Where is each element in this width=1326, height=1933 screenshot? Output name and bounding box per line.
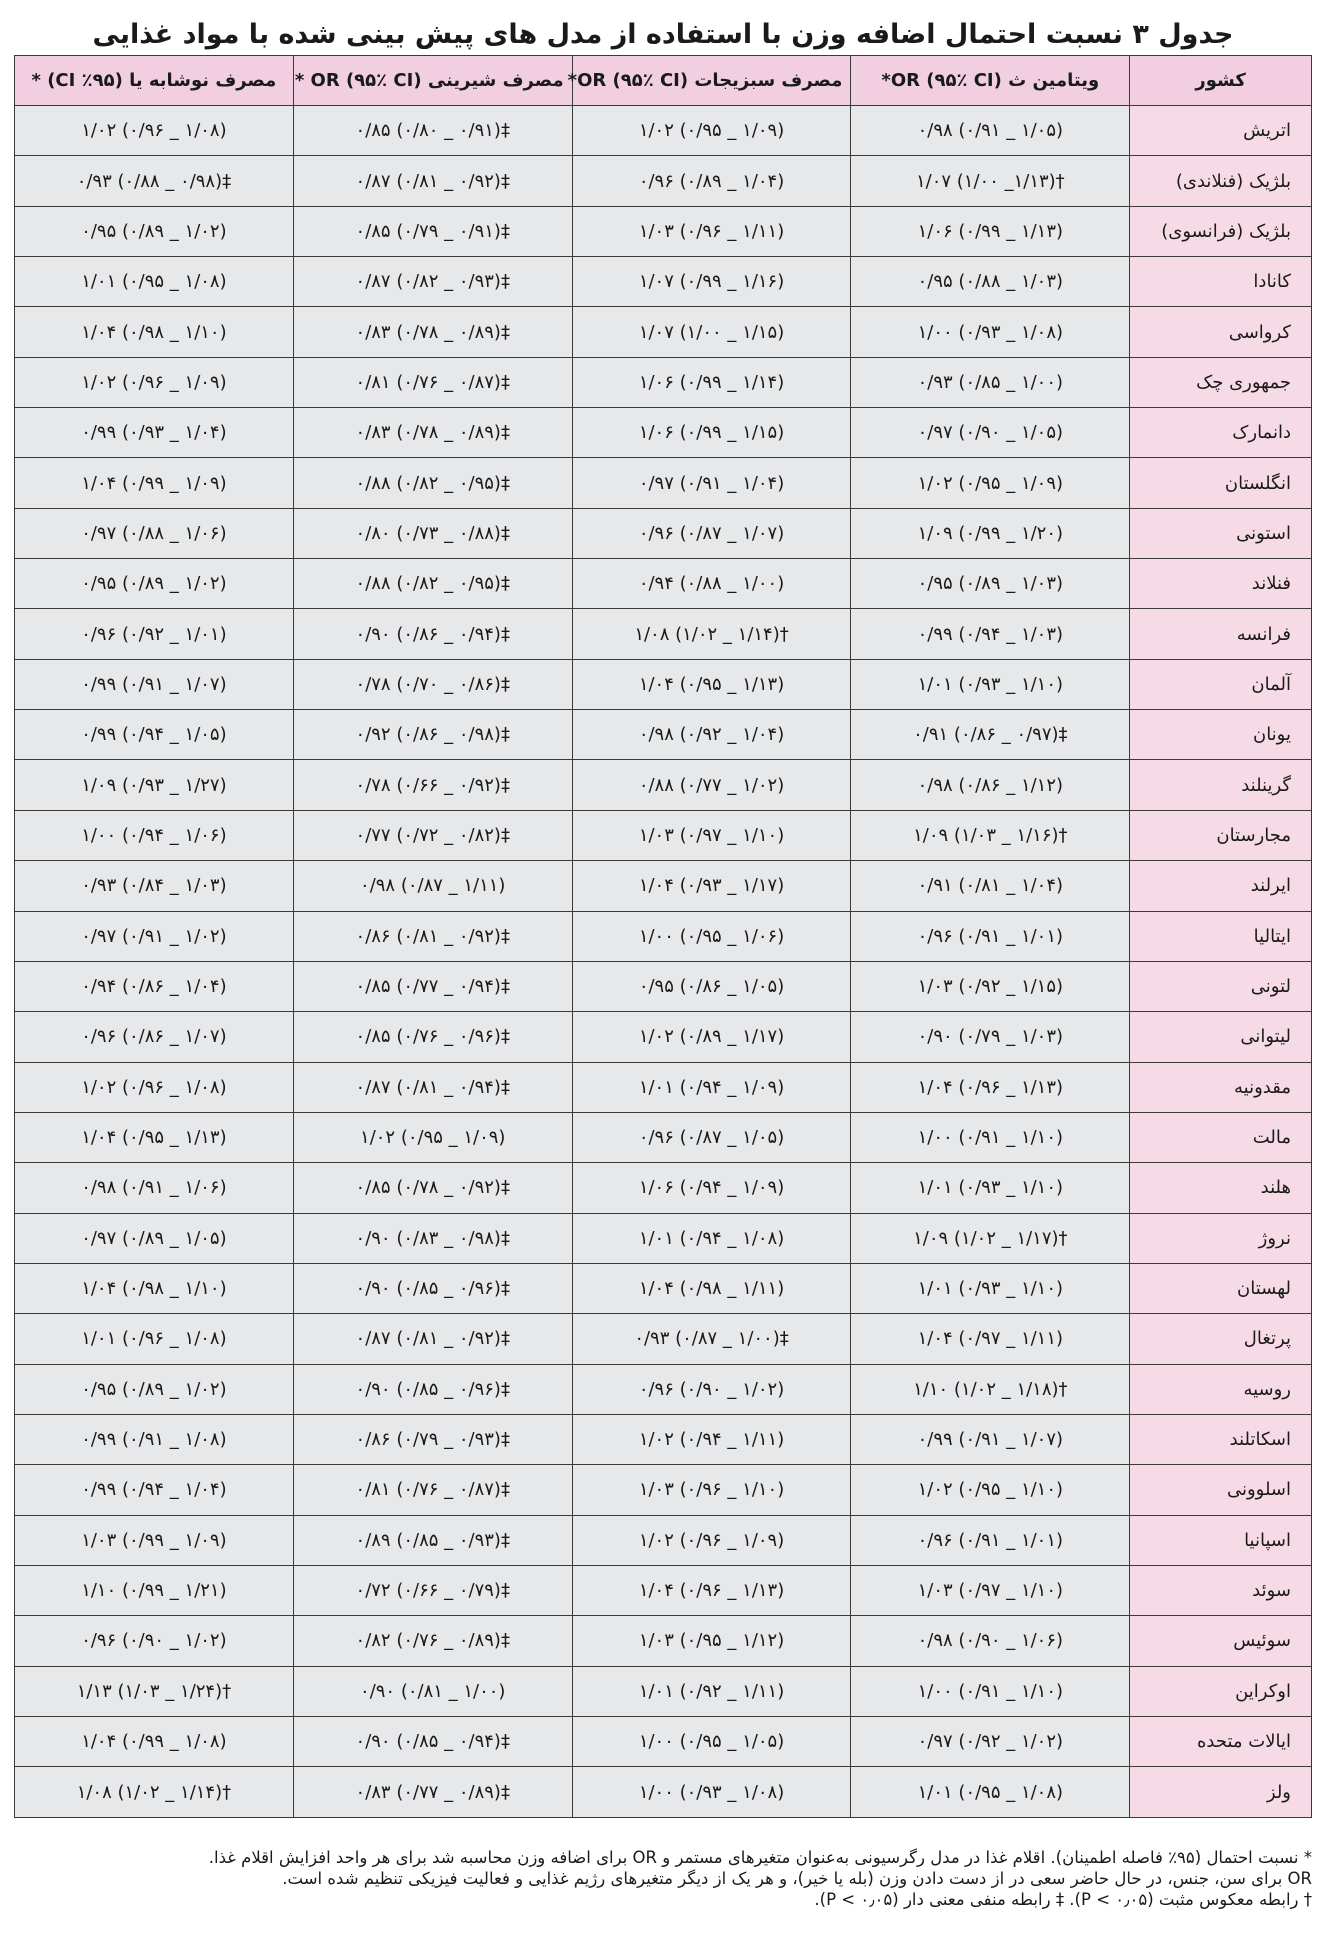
vitamin-c-cell: ۰/۹۵ (۰/۸۸ _ ۱/۰۳) [851,257,1130,307]
country-cell: سوئد [1130,1565,1312,1615]
table-row [15,1163,1312,1213]
soft-drinks-cell: ۰/۹۶ (۰/۹۲ _ ۱/۰۱) [15,609,294,659]
table-row [15,710,1312,760]
sweets-cell: ۰/۸۵ (۰/۷۹ _ ۰/۹۱)‡ [293,206,572,256]
vegetables-cell: ۰/۹۶ (۰/۸۷ _ ۱/۰۵) [572,1112,851,1162]
footnote-line-2: OR برای سن، جنس، در حال حاضر سعی در از دست دادن وزن (بله یا خیر)، و هر یک از دیگر متغیرهای رژیم غذایی و فعالیت فیزیکی تنظیم شده است. [282,1869,1312,1888]
table-row [15,810,1312,860]
table-row [15,357,1312,407]
table-title: جدول ۳ نسبت احتمال اضافه وزن با استفاده از مدل های پیش بینی شده با مواد غذایی [92,19,1234,50]
table-row [15,559,1312,609]
vitamin-c-cell: ۰/۹۷ (۰/۹۰ _ ۱/۰۵) [851,408,1130,458]
country-cell: مقدونیه [1130,1062,1312,1112]
table-row [15,408,1312,458]
soft-drinks-cell: ۱/۱۰ (۰/۹۹ _ ۱/۲۱) [15,1565,294,1615]
table-row [15,106,1312,156]
soft-drinks-cell: ۱/۰۸ (۱/۰۲ _ ۱/۱۴)† [15,1767,294,1817]
sweets-cell: ۰/۸۹ (۰/۸۵ _ ۰/۹۳)‡ [293,1515,572,1565]
soft-drinks-cell: ۰/۹۶ (۰/۸۶ _ ۱/۰۷) [15,1012,294,1062]
vitamin-c-cell: ۰/۹۹ (۰/۹۴ _ ۱/۰۳) [851,609,1130,659]
vegetables-cell: ۱/۰۱ (۰/۹۲ _ ۱/۱۱) [572,1666,851,1716]
table-row [15,1062,1312,1112]
vegetables-cell: ۱/۰۴ (۰/۹۳ _ ۱/۱۷) [572,861,851,911]
soft-drinks-cell: ۰/۹۹ (۰/۹۳ _ ۱/۰۴) [15,408,294,458]
sweets-cell: ۰/۸۵ (۰/۷۷ _ ۰/۹۴)‡ [293,961,572,1011]
header-soft-drinks: مصرف نوشابه یا (۹۵٪ CI) * [15,56,294,106]
country-cell: کرواسی [1130,307,1312,357]
table-header-row [15,56,1312,106]
soft-drinks-cell: ۰/۹۷ (۰/۹۱ _ ۱/۰۲) [15,911,294,961]
sweets-cell: ۰/۸۷ (۰/۸۲ _ ۰/۹۳)‡ [293,257,572,307]
soft-drinks-cell: ۰/۹۷ (۰/۸۹ _ ۱/۰۵) [15,1213,294,1263]
soft-drinks-cell: ۱/۰۳ (۰/۹۹ _ ۱/۰۹) [15,1515,294,1565]
vitamin-c-cell: ۰/۹۱ (۰/۸۱ _ ۱/۰۴) [851,861,1130,911]
country-cell: اتریش [1130,106,1312,156]
sweets-cell: ۰/۸۸ (۰/۸۲ _ ۰/۹۵)‡ [293,559,572,609]
table-row [15,257,1312,307]
country-cell: ایتالیا [1130,911,1312,961]
country-cell: مجارستان [1130,810,1312,860]
vegetables-cell: ۱/۰۶ (۰/۹۴ _ ۱/۰۹) [572,1163,851,1213]
soft-drinks-cell: ۰/۹۹ (۰/۹۴ _ ۱/۰۵) [15,710,294,760]
sweets-cell: ۰/۸۸ (۰/۸۲ _ ۰/۹۵)‡ [293,458,572,508]
vegetables-cell: ۱/۰۷ (۰/۹۹ _ ۱/۱۶) [572,257,851,307]
soft-drinks-cell: ۰/۹۹ (۰/۹۴ _ ۱/۰۴) [15,1465,294,1515]
country-cell: فرانسه [1130,609,1312,659]
table-row [15,760,1312,810]
vegetables-cell: ۱/۰۲ (۰/۸۹ _ ۱/۱۷) [572,1012,851,1062]
header-country: کشور [1130,56,1312,106]
table-row [15,1213,1312,1263]
table-row [15,156,1312,206]
vitamin-c-cell: ۱/۰۷ (۱/۰۰ _۱/۱۳)† [851,156,1130,206]
vegetables-cell: ۱/۰۴ (۰/۹۵ _ ۱/۱۳) [572,659,851,709]
footnote-line-1: * نسبت احتمال (۹۵٪ فاصله اطمینان). اقلام غذا در مدل رگرسیونی به‌عنوان متغیرهای مستمر و OR برای اضافه وزن محاسبه شد برای هر واحد افزایش اقلام غذا. [208,1848,1312,1867]
table-row [15,911,1312,961]
vitamin-c-cell: ۰/۹۵ (۰/۸۹ _ ۱/۰۳) [851,559,1130,609]
vitamin-c-cell: ۱/۰۱ (۰/۹۳ _ ۱/۱۰) [851,1263,1130,1313]
soft-drinks-cell: ۱/۰۴ (۰/۹۹ _ ۱/۰۹) [15,458,294,508]
vegetables-cell: ۱/۰۰ (۰/۹۵ _ ۱/۰۶) [572,911,851,961]
sweets-cell: ۰/۷۸ (۰/۷۰ _ ۰/۸۶)‡ [293,659,572,709]
sweets-cell: ۰/۷۸ (۰/۶۶ _ ۰/۹۲)‡ [293,760,572,810]
table-row [15,1263,1312,1313]
vegetables-cell: ۱/۰۳ (۰/۹۷ _ ۱/۱۰) [572,810,851,860]
footnotes [14,1847,1312,1910]
vitamin-c-cell: ۰/۹۱ (۰/۸۶ _ ۰/۹۷)‡ [851,710,1130,760]
sweets-cell: ۰/۸۱ (۰/۷۶ _ ۰/۸۷)‡ [293,357,572,407]
vitamin-c-cell: ۱/۰۲ (۰/۹۵ _ ۱/۰۹) [851,458,1130,508]
country-cell: سوئیس [1130,1616,1312,1666]
table-row [15,1565,1312,1615]
sweets-cell: ۰/۸۰ (۰/۷۳ _ ۰/۸۸)‡ [293,508,572,558]
table-row [15,458,1312,508]
table-row [15,861,1312,911]
vegetables-cell: ۱/۰۰ (۰/۹۵ _ ۱/۰۵) [572,1717,851,1767]
table-row [15,961,1312,1011]
vitamin-c-cell: ۱/۰۱ (۰/۹۵ _ ۱/۰۸) [851,1767,1130,1817]
table-row [15,1666,1312,1716]
header-vitamin-c: ویتامین ث OR (۹۵٪ CI)* [851,56,1130,106]
vegetables-cell: ۱/۰۴ (۰/۹۶ _ ۱/۱۳) [572,1565,851,1615]
country-cell: لهستان [1130,1263,1312,1313]
country-cell: ایالات متحده [1130,1717,1312,1767]
vitamin-c-cell: ۱/۰۳ (۰/۹۷ _ ۱/۱۰) [851,1565,1130,1615]
sweets-cell: ۰/۹۰ (۰/۸۱ _ ۱/۰۰) [293,1666,572,1716]
country-cell: اسلوونی [1130,1465,1312,1515]
table-row [15,1314,1312,1364]
soft-drinks-cell: ۰/۹۹ (۰/۹۱ _ ۱/۰۷) [15,659,294,709]
odds-ratio-table [14,55,1312,1818]
sweets-cell: ۰/۹۸ (۰/۸۷ _ ۱/۱۱) [293,861,572,911]
vegetables-cell: ۱/۰۳ (۰/۹۶ _ ۱/۱۱) [572,206,851,256]
vitamin-c-cell: ۰/۹۷ (۰/۹۲ _ ۱/۰۲) [851,1717,1130,1767]
country-cell: فنلاند [1130,559,1312,609]
vegetables-cell: ۱/۰۲ (۰/۹۴ _ ۱/۱۱) [572,1414,851,1464]
country-cell: پرتغال [1130,1314,1312,1364]
table-row [15,1616,1312,1666]
vitamin-c-cell: ۱/۰۰ (۰/۹۱ _ ۱/۱۰) [851,1112,1130,1162]
table-row [15,1515,1312,1565]
country-cell: لتونی [1130,961,1312,1011]
soft-drinks-cell: ۱/۰۴ (۰/۹۸ _ ۱/۱۰) [15,307,294,357]
country-cell: اسپانیا [1130,1515,1312,1565]
header-sweets: مصرف شیرینی OR (۹۵٪ CI) * [293,56,572,106]
country-cell: آلمان [1130,659,1312,709]
vitamin-c-cell: ۱/۰۴ (۰/۹۶ _ ۱/۱۳) [851,1062,1130,1112]
vitamin-c-cell: ۱/۰۱ (۰/۹۳ _ ۱/۱۰) [851,1163,1130,1213]
vegetables-cell: ۰/۹۶ (۰/۸۹ _ ۱/۰۴) [572,156,851,206]
table-row [15,1414,1312,1464]
country-cell: بلژیک (فنلاندی) [1130,156,1312,206]
vegetables-cell: ۰/۹۳ (۰/۸۷ _ ۱/۰۰)‡ [572,1314,851,1364]
table-row [15,659,1312,709]
vitamin-c-cell: ۰/۹۶ (۰/۹۱ _ ۱/۰۱) [851,911,1130,961]
table-row [15,1717,1312,1767]
vitamin-c-cell: ۱/۰۹ (۱/۰۲ _ ۱/۱۷)† [851,1213,1130,1263]
soft-drinks-cell: ۰/۹۶ (۰/۹۰ _ ۱/۰۲) [15,1616,294,1666]
sweets-cell: ۰/۸۵ (۰/۷۸ _ ۰/۹۲)‡ [293,1163,572,1213]
sweets-cell: ۰/۹۲ (۰/۸۶ _ ۰/۹۸)‡ [293,710,572,760]
sweets-cell: ۱/۰۲ (۰/۹۵ _ ۱/۰۹) [293,1112,572,1162]
country-cell: اسکاتلند [1130,1414,1312,1464]
country-cell: کانادا [1130,257,1312,307]
vegetables-cell: ۰/۹۶ (۰/۸۷ _ ۱/۰۷) [572,508,851,558]
vitamin-c-cell: ۰/۹۸ (۰/۹۰ _ ۱/۰۶) [851,1616,1130,1666]
country-cell: ولز [1130,1767,1312,1817]
vegetables-cell: ۱/۰۷ (۱/۰۰ _ ۱/۱۵) [572,307,851,357]
sweets-cell: ۰/۷۲ (۰/۶۶ _ ۰/۷۹)‡ [293,1565,572,1615]
soft-drinks-cell: ۱/۱۳ (۱/۰۳ _ ۱/۲۴)† [15,1666,294,1716]
vegetables-cell: ۱/۰۱ (۰/۹۴ _ ۱/۰۹) [572,1062,851,1112]
vitamin-c-cell: ۰/۹۹ (۰/۹۱ _ ۱/۰۷) [851,1414,1130,1464]
sweets-cell: ۰/۷۷ (۰/۷۲ _ ۰/۸۲)‡ [293,810,572,860]
soft-drinks-cell: ۰/۹۷ (۰/۸۸ _ ۱/۰۶) [15,508,294,558]
footnote-line-3: † رابطه معکوس مثبت (P < ۰٫۰۵). ‡ رابطه منفی معنی دار (P < ۰٫۰۵). [814,1890,1312,1909]
country-cell: هلند [1130,1163,1312,1213]
country-cell: گرینلند [1130,760,1312,810]
vegetables-cell: ۱/۰۶ (۰/۹۹ _ ۱/۱۵) [572,408,851,458]
country-cell: یونان [1130,710,1312,760]
sweets-cell: ۰/۹۰ (۰/۸۵ _ ۰/۹۶)‡ [293,1364,572,1414]
sweets-cell: ۰/۸۳ (۰/۷۸ _ ۰/۸۹)‡ [293,307,572,357]
sweets-cell: ۰/۸۶ (۰/۷۹ _ ۰/۹۳)‡ [293,1414,572,1464]
country-cell: انگلستان [1130,458,1312,508]
vegetables-cell: ۰/۹۶ (۰/۹۰ _ ۱/۰۲) [572,1364,851,1414]
sweets-cell: ۰/۸۳ (۰/۷۸ _ ۰/۸۹)‡ [293,408,572,458]
soft-drinks-cell: ۰/۹۵ (۰/۸۹ _ ۱/۰۲) [15,559,294,609]
sweets-cell: ۰/۸۷ (۰/۸۱ _ ۰/۹۲)‡ [293,156,572,206]
soft-drinks-cell: ۱/۰۲ (۰/۹۶ _ ۱/۰۹) [15,357,294,407]
table-row [15,609,1312,659]
vegetables-cell: ۱/۰۰ (۰/۹۳ _ ۱/۰۸) [572,1767,851,1817]
vitamin-c-cell: ۱/۰۶ (۰/۹۹ _ ۱/۱۳) [851,206,1130,256]
soft-drinks-cell: ۱/۰۰ (۰/۹۴ _ ۱/۰۶) [15,810,294,860]
sweets-cell: ۰/۹۰ (۰/۸۵ _ ۰/۹۴)‡ [293,1717,572,1767]
sweets-cell: ۰/۹۰ (۰/۸۳ _ ۰/۹۸)‡ [293,1213,572,1263]
sweets-cell: ۰/۸۳ (۰/۷۷ _ ۰/۸۹)‡ [293,1767,572,1817]
soft-drinks-cell: ۱/۰۴ (۰/۹۵ _ ۱/۱۳) [15,1112,294,1162]
sweets-cell: ۰/۸۷ (۰/۸۱ _ ۰/۹۲)‡ [293,1314,572,1364]
vegetables-cell: ۱/۰۴ (۰/۹۸ _ ۱/۱۱) [572,1263,851,1313]
vegetables-cell: ۰/۸۸ (۰/۷۷ _ ۱/۰۲) [572,760,851,810]
soft-drinks-cell: ۰/۹۳ (۰/۸۸ _ ۰/۹۸)‡ [15,156,294,206]
soft-drinks-cell: ۰/۹۳ (۰/۸۴ _ ۱/۰۳) [15,861,294,911]
vitamin-c-cell: ۱/۱۰ (۱/۰۲ _ ۱/۱۸)† [851,1364,1130,1414]
table-row [15,1364,1312,1414]
vitamin-c-cell: ۱/۰۱ (۰/۹۳ _ ۱/۱۰) [851,659,1130,709]
soft-drinks-cell: ۰/۹۸ (۰/۹۱ _ ۱/۰۶) [15,1163,294,1213]
vegetables-cell: ۱/۰۳ (۰/۹۵ _ ۱/۱۲) [572,1616,851,1666]
soft-drinks-cell: ۱/۰۹ (۰/۹۳ _ ۱/۲۷) [15,760,294,810]
country-cell: جمهوری چک [1130,357,1312,407]
country-cell: روسیه [1130,1364,1312,1414]
country-cell: استونی [1130,508,1312,558]
country-cell: مالت [1130,1112,1312,1162]
table-row [15,206,1312,256]
soft-drinks-cell: ۰/۹۵ (۰/۸۹ _ ۱/۰۲) [15,1364,294,1414]
vitamin-c-cell: ۰/۹۶ (۰/۹۱ _ ۱/۰۱) [851,1515,1130,1565]
soft-drinks-cell: ۰/۹۹ (۰/۹۱ _ ۱/۰۸) [15,1414,294,1464]
vitamin-c-cell: ۰/۹۰ (۰/۷۹ _ ۱/۰۳) [851,1012,1130,1062]
sweets-cell: ۰/۹۰ (۰/۸۵ _ ۰/۹۶)‡ [293,1263,572,1313]
vegetables-cell: ۱/۰۳ (۰/۹۶ _ ۱/۱۰) [572,1465,851,1515]
country-cell: بلژیک (فرانسوی) [1130,206,1312,256]
sweets-cell: ۰/۹۰ (۰/۸۶ _ ۰/۹۴)‡ [293,609,572,659]
soft-drinks-cell: ۱/۰۱ (۰/۹۶ _ ۱/۰۸) [15,1314,294,1364]
sweets-cell: ۰/۸۵ (۰/۸۰ _ ۰/۹۱)‡ [293,106,572,156]
soft-drinks-cell: ۱/۰۱ (۰/۹۵ _ ۱/۰۸) [15,257,294,307]
vegetables-cell: ۰/۹۷ (۰/۹۱ _ ۱/۰۴) [572,458,851,508]
soft-drinks-cell: ۱/۰۲ (۰/۹۶ _ ۱/۰۸) [15,106,294,156]
vegetables-cell: ۱/۰۸ (۱/۰۲ _ ۱/۱۴)† [572,609,851,659]
sweets-cell: ۰/۸۵ (۰/۷۶ _ ۰/۹۶)‡ [293,1012,572,1062]
table-row [15,307,1312,357]
vitamin-c-cell: ۱/۰۹ (۱/۰۳ _ ۱/۱۶)† [851,810,1130,860]
vegetables-cell: ۰/۹۸ (۰/۹۲ _ ۱/۰۴) [572,710,851,760]
vegetables-cell: ۱/۰۶ (۰/۹۹ _ ۱/۱۴) [572,357,851,407]
country-cell: نروژ [1130,1213,1312,1263]
header-vegetables: مصرف سبزیجات OR (۹۵٪ CI)* [572,56,851,106]
country-cell: ایرلند [1130,861,1312,911]
vegetables-cell: ۱/۰۲ (۰/۹۶ _ ۱/۰۹) [572,1515,851,1565]
table-row [15,1112,1312,1162]
country-cell: دانمارک [1130,408,1312,458]
sweets-cell: ۰/۸۲ (۰/۷۶ _ ۰/۸۹)‡ [293,1616,572,1666]
table-row [15,508,1312,558]
sweets-cell: ۰/۸۷ (۰/۸۱ _ ۰/۹۴)‡ [293,1062,572,1112]
vitamin-c-cell: ۱/۰۰ (۰/۹۳ _ ۱/۰۸) [851,307,1130,357]
vegetables-cell: ۰/۹۵ (۰/۸۶ _ ۱/۰۵) [572,961,851,1011]
vitamin-c-cell: ۰/۹۸ (۰/۹۱ _ ۱/۰۵) [851,106,1130,156]
soft-drinks-cell: ۱/۰۴ (۰/۹۸ _ ۱/۱۰) [15,1263,294,1313]
table-row [15,1012,1312,1062]
table-row [15,1767,1312,1817]
soft-drinks-cell: ۱/۰۴ (۰/۹۹ _ ۱/۰۸) [15,1717,294,1767]
soft-drinks-cell: ۰/۹۴ (۰/۸۶ _ ۱/۰۴) [15,961,294,1011]
vegetables-cell: ۱/۰۲ (۰/۹۵ _ ۱/۰۹) [572,106,851,156]
sweets-cell: ۰/۸۱ (۰/۷۶ _ ۰/۸۷)‡ [293,1465,572,1515]
vitamin-c-cell: ۱/۰۰ (۰/۹۱ _ ۱/۱۰) [851,1666,1130,1716]
vegetables-cell: ۱/۰۱ (۰/۹۴ _ ۱/۰۸) [572,1213,851,1263]
soft-drinks-cell: ۰/۹۵ (۰/۸۹ _ ۱/۰۲) [15,206,294,256]
vitamin-c-cell: ۰/۹۸ (۰/۸۶ _ ۱/۱۲) [851,760,1130,810]
country-cell: اوکراین [1130,1666,1312,1716]
vitamin-c-cell: ۱/۰۹ (۰/۹۹ _ ۱/۲۰) [851,508,1130,558]
vitamin-c-cell: ۱/۰۲ (۰/۹۵ _ ۱/۱۰) [851,1465,1130,1515]
soft-drinks-cell: ۱/۰۲ (۰/۹۶ _ ۱/۰۸) [15,1062,294,1112]
country-cell: لیتوانی [1130,1012,1312,1062]
table-row [15,1465,1312,1515]
vitamin-c-cell: ۱/۰۳ (۰/۹۲ _ ۱/۱۵) [851,961,1130,1011]
vitamin-c-cell: ۱/۰۴ (۰/۹۷ _ ۱/۱۱) [851,1314,1130,1364]
vitamin-c-cell: ۰/۹۳ (۰/۸۵ _ ۱/۰۰) [851,357,1130,407]
vegetables-cell: ۰/۹۴ (۰/۸۸ _ ۱/۰۰) [572,559,851,609]
sweets-cell: ۰/۸۶ (۰/۸۱ _ ۰/۹۲)‡ [293,911,572,961]
